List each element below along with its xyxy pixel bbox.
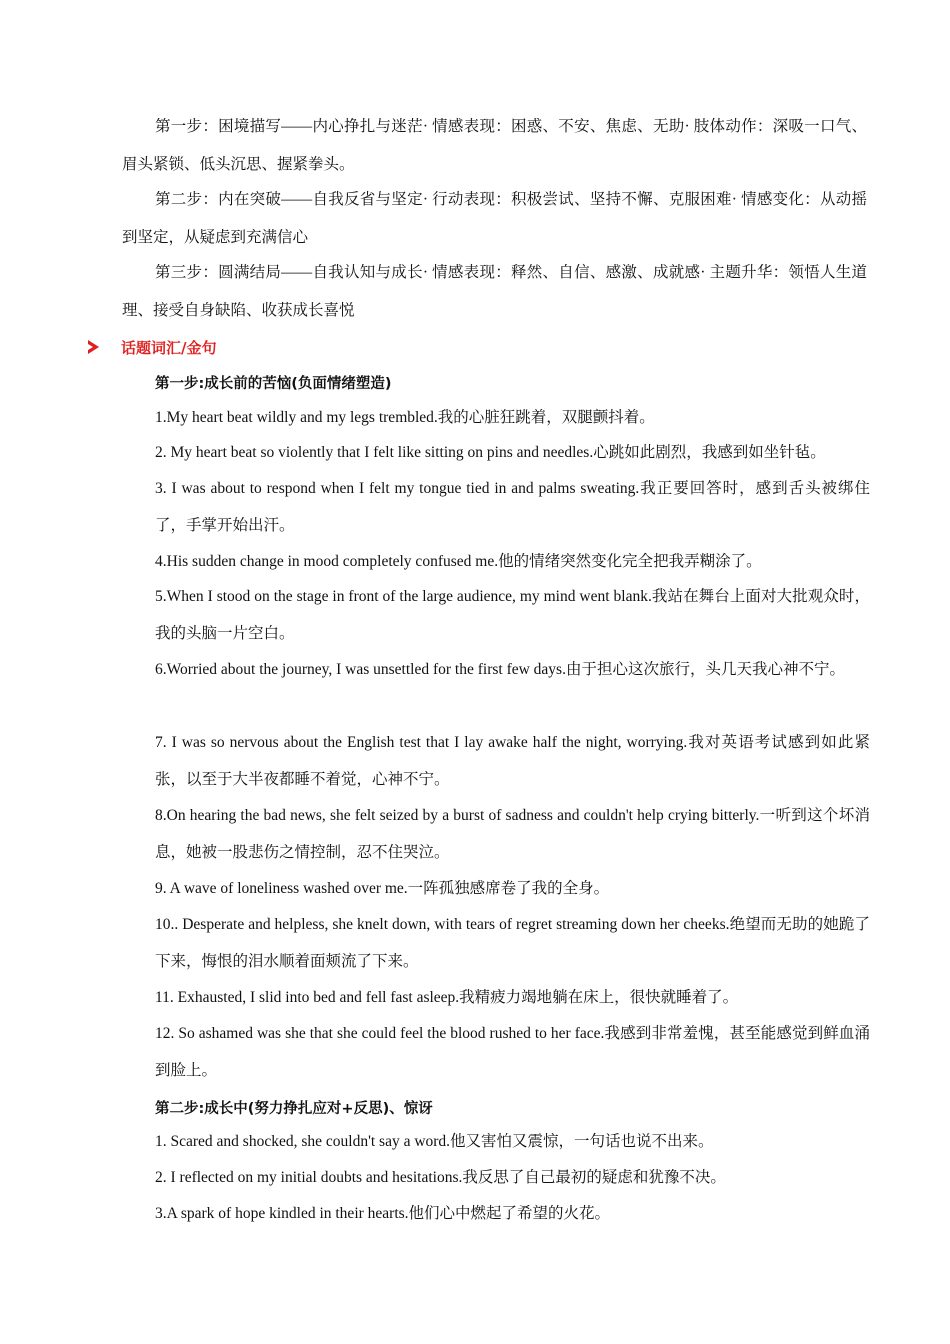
list-item: 6.Worried about the journey, I was unsettled for the first few days.由于担心这次旅行，头几天我心神不宁。	[155, 661, 845, 678]
list-item: 12. So ashamed was she that she could feel the blood rushed to her face.我感到非常羞愧，甚至能感觉到鲜血涌到脸上。	[155, 1025, 870, 1079]
list-item: 2. My heart beat so violently that I felt like sitting on pins and needles.心跳如此剧烈，我感到如坐针毡。	[155, 444, 826, 461]
list-item: 11. Exhausted, I slid into bed and fell fast asleep.我精疲力竭地躺在床上，很快就睡着了。	[155, 989, 739, 1006]
list-item: 2. I reflected on my initial doubts and hesitations.我反思了自己最初的疑虑和犹豫不决。	[155, 1169, 726, 1186]
list-item: 5.When I stood on the stage in front of the large audience, my mind went blank.我站在舞台上面对大批观众时，我的头脑一片空白。	[155, 588, 870, 642]
group1-title: 第一步:成长前的苦恼(负面情绪塑造)	[155, 376, 392, 392]
step-three-paragraph: 第三步：圆满结局——自我认知与成长· 情感表现：释然、自信、感激、成就感· 主题升华：领悟人生道理、接受自身缺陷、收获成长喜悦	[122, 264, 867, 319]
step-one-paragraph: 第一步：困境描写——内心挣扎与迷茫· 情感表现：困惑、不安、焦虑、无助· 肢体动作：深吸一口气、眉头紧锁、低头沉思、握紧拳头。	[122, 118, 867, 173]
step-two-paragraph: 第二步：内在突破——自我反省与坚定· 行动表现：积极尝试、坚持不懈、克服困难· 情感变化：从动摇到坚定，从疑虑到充满信心	[122, 191, 867, 246]
list-item: 3. I was about to respond when I felt my tongue tied in and palms sweating.我正要回答时，感到舌头被绑住了，手掌开始出汗。	[155, 480, 870, 534]
arrow-bullet-icon	[88, 340, 99, 354]
list-item: 7. I was so nervous about the English test that I lay awake half the night, worrying.我对英语考试感到如此紧张，以至于大半夜都睡不着觉，心神不宁。	[155, 734, 870, 788]
list-item: 1.My heart beat wildly and my legs trembled.我的心脏狂跳着，双腿颤抖着。	[155, 409, 655, 426]
list-item: 3.A spark of hope kindled in their hearts.他们心中燃起了希望的火花。	[155, 1205, 611, 1222]
group2-title: 第二步:成长中(努力挣扎应对+反思)、惊讶	[155, 1101, 433, 1117]
list-item: 10.. Desperate and helpless, she knelt down, with tears of regret streaming down her cheeks.绝望而无助的她跪了下来，悔恨的泪水顺着面颊流了下来。	[155, 916, 870, 970]
list-item: 8.On hearing the bad news, she felt seized by a burst of sadness and couldn't help crying bitterly.一听到这个坏消息，她被一股悲伤之情控制，忍不住哭泣。	[155, 807, 870, 861]
section-heading-text: 话题词汇/金句	[121, 338, 217, 357]
list-item: 1. Scared and shocked, she couldn't say a word.他又害怕又震惊，一句话也说不出来。	[155, 1133, 714, 1150]
section-heading	[88, 336, 216, 358]
list-item: 4.His sudden change in mood completely confused me.他的情绪突然变化完全把我弄糊涂了。	[155, 553, 762, 570]
list-item: 9. A wave of loneliness washed over me.一阵孤独感席卷了我的全身。	[155, 880, 610, 897]
